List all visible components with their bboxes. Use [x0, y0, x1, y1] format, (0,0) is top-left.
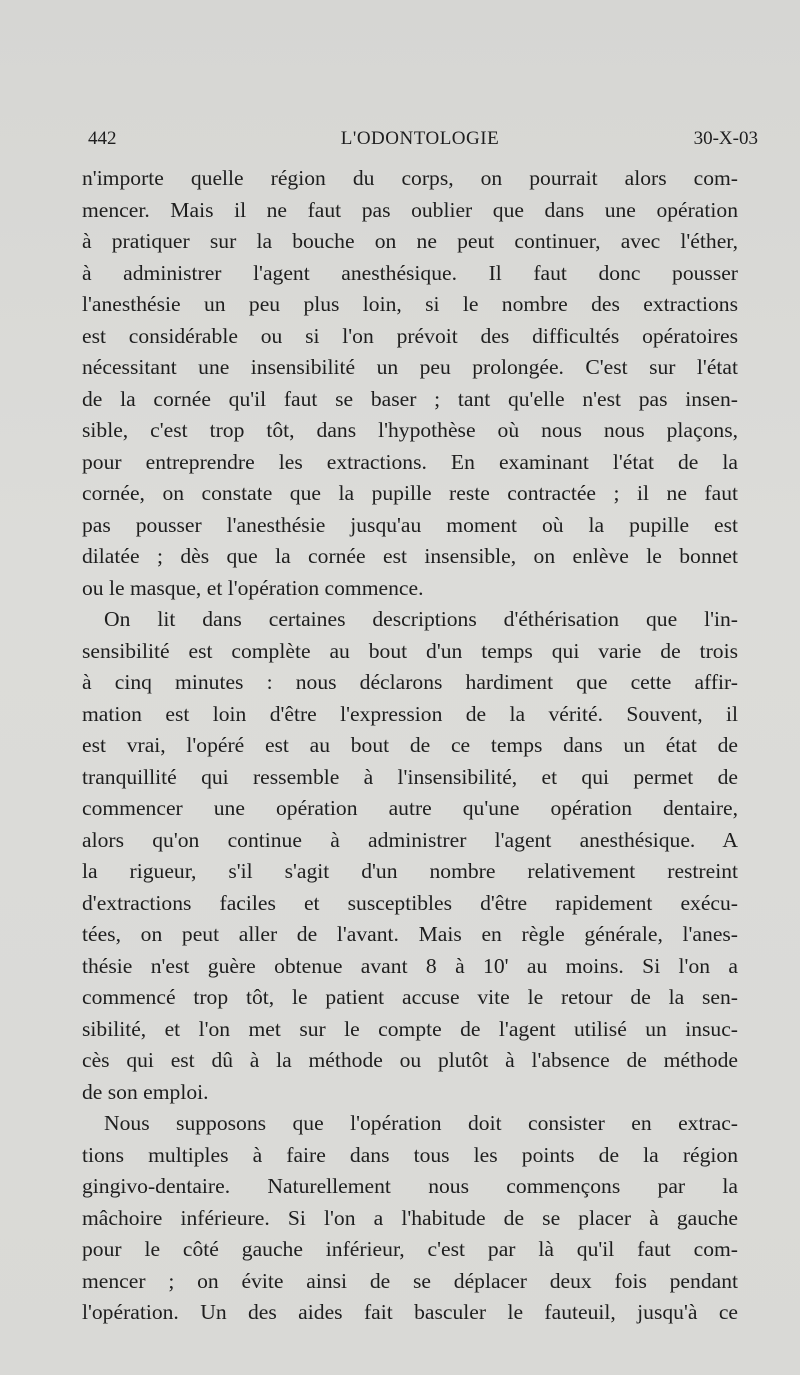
text-line: On lit dans certaines descriptions d'éthérisation que l'in- [104, 607, 738, 631]
text-line: la rigueur, s'il s'agit d'un nombre relativement restreint [82, 859, 738, 883]
text-line: commencé trop tôt, le patient accuse vite le retour de la sen- [82, 985, 738, 1009]
page-header [82, 128, 758, 158]
text-line: est considérable ou si l'on prévoit des difficultés opératoires [82, 323, 738, 348]
text-line: est vrai, l'opéré est au bout de ce temps dans un état de [82, 733, 738, 757]
text-line: d'extractions faciles et susceptibles d'être rapidement exécu- [82, 890, 738, 915]
text-line: n'importe quelle région du corps, on pourrait alors com- [82, 166, 738, 190]
text-line: sensibilité est complète au bout d'un temps qui varie de trois [82, 638, 738, 663]
text-line: thésie n'est guère obtenue avant 8 à 10' au moins. Si l'on a [82, 953, 738, 978]
issue-date: 30-X-03 [693, 128, 758, 149]
body-text [82, 163, 738, 1329]
page-number: 442 [88, 128, 117, 149]
text-line: tranquillité qui ressemble à l'insensibilité, et qui permet de [82, 764, 738, 789]
text-line: l'opération. Un des aides fait basculer le fauteuil, jusqu'à ce [82, 1300, 738, 1324]
text-line: de son emploi. [82, 1079, 209, 1104]
text-line: à administrer l'agent anesthésique. Il faut donc pousser [82, 260, 738, 285]
text-line: nécessitant une insensibilité un peu prolongée. C'est sur l'état [82, 355, 738, 379]
text-line: ou le masque, et l'opération commence. [82, 575, 424, 600]
text-line: pour entreprendre les extractions. En examinant l'état de la [82, 449, 738, 474]
text-line: mation est loin d'être l'expression de la vérité. Souvent, il [82, 701, 738, 726]
text-line: pour le côté gauche inférieur, c'est par là qu'il faut com- [82, 1237, 738, 1261]
text-line: gingivo-dentaire. Naturellement nous commençons par la [82, 1174, 738, 1198]
text-line: tions multiples à faire dans tous les points de la région [82, 1142, 738, 1167]
text-line: l'anesthésie un peu plus loin, si le nombre des extractions [82, 292, 738, 316]
text-line: mencer. Mais il ne faut pas oublier que dans une opération [82, 197, 738, 222]
text-line: à pratiquer sur la bouche on ne peut continuer, avec l'éther, [82, 229, 738, 253]
text-line: sibilité, et l'on met sur le compte de l'agent utilisé un insuc- [82, 1016, 738, 1041]
text-line: de la cornée qu'il faut se baser ; tant qu'elle n'est pas insen- [82, 386, 738, 411]
text-line: commencer une opération autre qu'une opération dentaire, [82, 796, 738, 820]
text-line: pas pousser l'anesthésie jusqu'au moment où la pupille est [82, 512, 738, 537]
text-line: sible, c'est trop tôt, dans l'hypothèse où nous nous plaçons, [82, 418, 738, 442]
text-line: cès qui est dû à la méthode ou plutôt à l'absence de méthode [82, 1048, 738, 1072]
text-line: à cinq minutes : nous déclarons hardiment que cette affir- [82, 670, 738, 694]
text-line: dilatée ; dès que la cornée est insensible, on enlève le bonnet [82, 544, 738, 568]
text-line: mencer ; on évite ainsi de se déplacer deux fois pendant [82, 1268, 738, 1293]
running-title: L'ODONTOLOGIE [340, 128, 500, 149]
text-line: alors qu'on continue à administrer l'agent anesthésique. A [82, 827, 738, 852]
text-line: mâchoire inférieure. Si l'on a l'habitude de se placer à gauche [82, 1205, 738, 1230]
text-line: Nous supposons que l'opération doit consister en extrac- [104, 1111, 738, 1135]
text-line: tées, on peut aller de l'avant. Mais en règle générale, l'anes- [82, 922, 738, 946]
text-line: cornée, on constate que la pupille reste contractée ; il ne faut [82, 481, 738, 505]
